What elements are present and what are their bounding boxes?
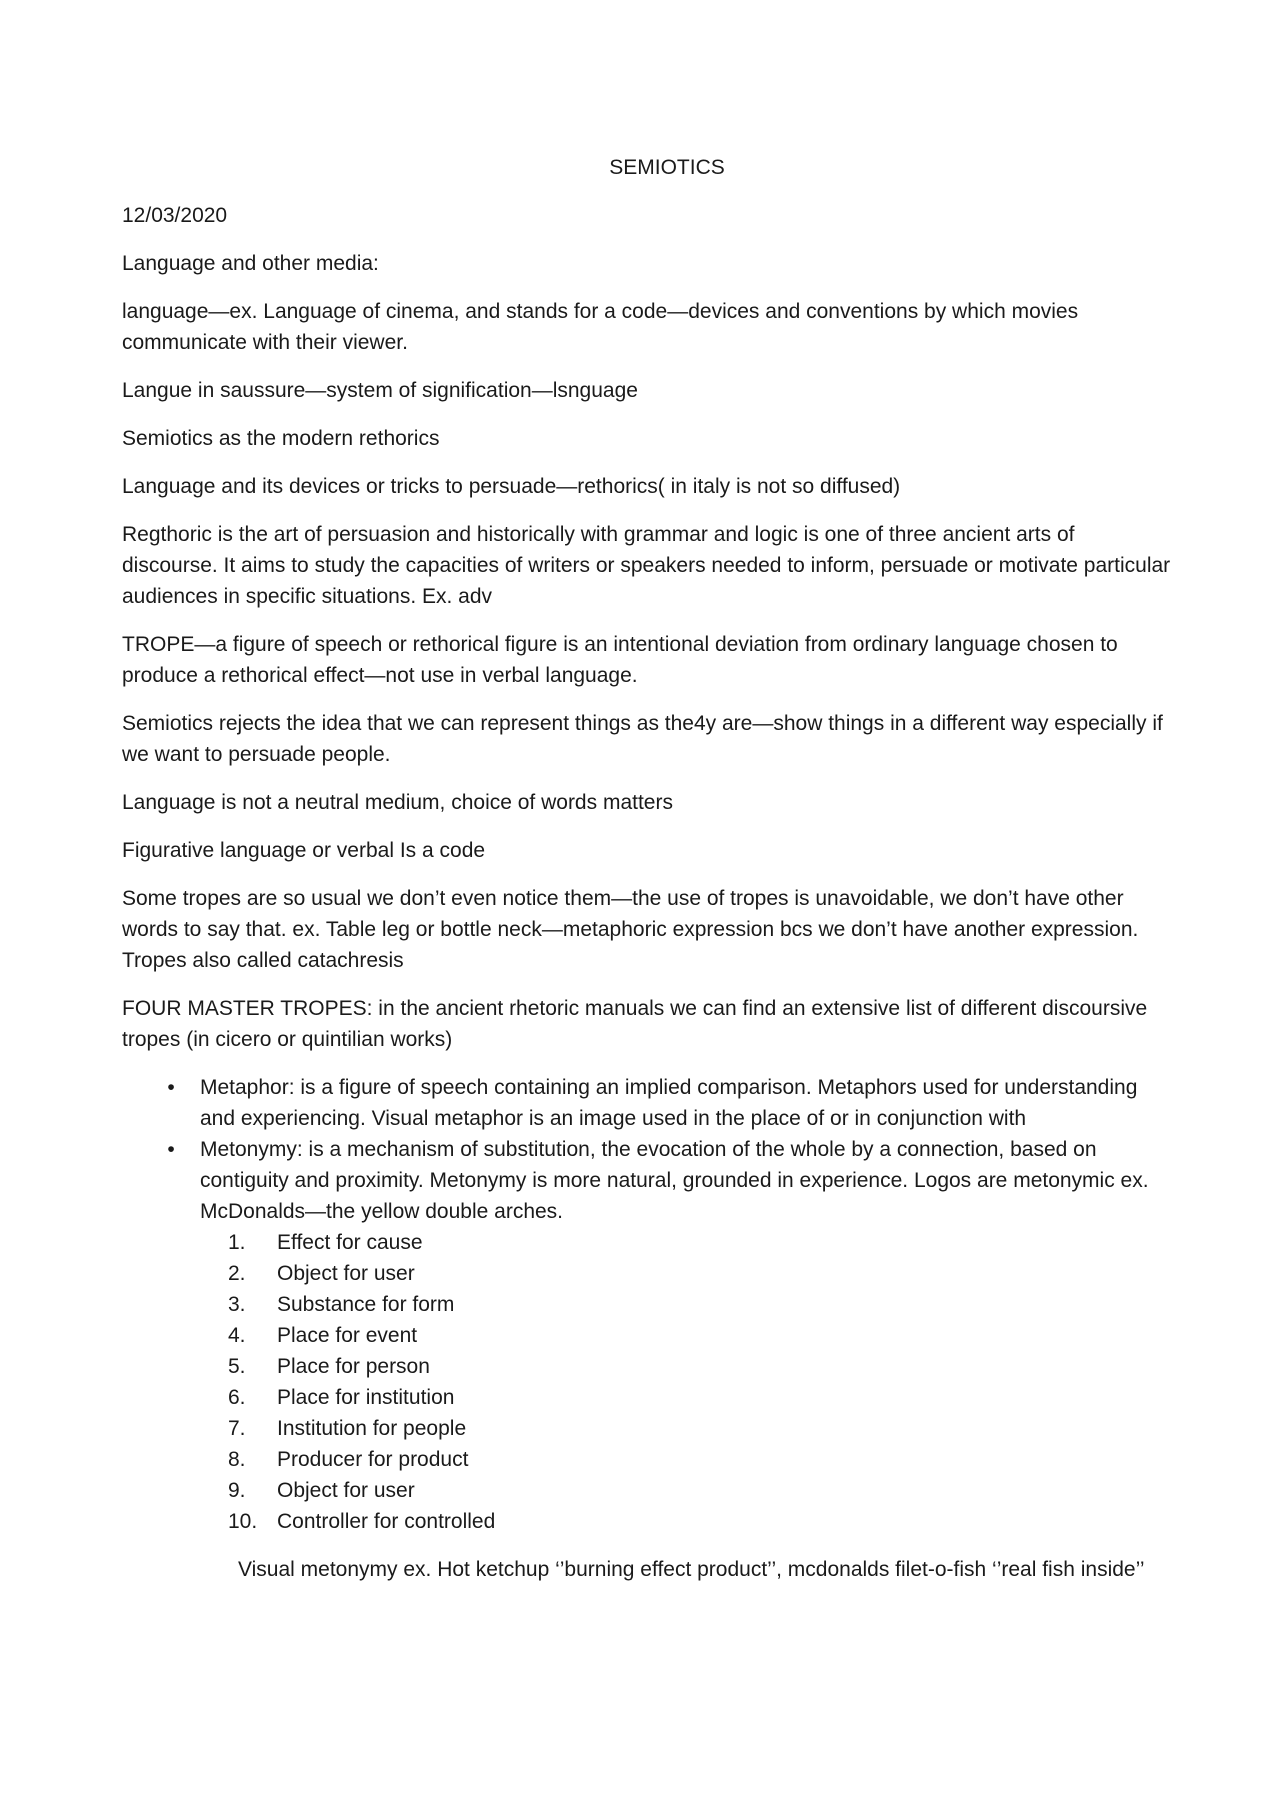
paragraph: Figurative language or verbal Is a code: [122, 839, 486, 862]
numbered-item-text: Object for user: [277, 1479, 415, 1502]
paragraph: Language and other media:: [122, 252, 379, 275]
bullet-text: Metonymy: is a mechanism of substitution, the evocation of the whole by a connection, based on contiguity and proximity. Metonymy is more natural, grounded in experience. Logos are metonymic ex. McDonalds—the yellow double arches.: [200, 1138, 1149, 1223]
numbered-item: [122, 1382, 1172, 1413]
number-marker: 3.: [228, 1293, 246, 1316]
numbered-item-text: Effect for cause: [277, 1231, 423, 1254]
numbered-item-text: Place for institution: [277, 1386, 455, 1409]
bullet-marker: •: [167, 1076, 175, 1099]
numbered-item: [122, 1289, 1172, 1320]
number-marker: 9.: [228, 1479, 246, 1502]
paragraph: Semiotics as the modern rethorics: [122, 427, 440, 450]
paragraph: Langue in saussure—system of signification—lsnguage: [122, 379, 638, 402]
closing-paragraph: Visual metonymy ex. Hot ketchup ‘’burning effect product’’, mcdonalds filet-o-fish ‘’real fish inside’’: [238, 1558, 1145, 1581]
number-marker: 2.: [228, 1262, 246, 1285]
bullet-marker: •: [167, 1138, 175, 1161]
numbered-item: [122, 1258, 1172, 1289]
numbered-list: [122, 1227, 1172, 1537]
paragraph: TROPE—a figure of speech or rethorical figure is an intentional deviation from ordinary language chosen to produce a rethorical effect—not use in verbal language.: [122, 633, 1118, 687]
number-marker: 6.: [228, 1386, 246, 1409]
document-body: [122, 152, 1172, 1585]
numbered-item-text: Place for event: [277, 1324, 418, 1347]
numbered-item: [122, 1413, 1172, 1444]
numbered-item-text: Substance for form: [277, 1293, 455, 1316]
numbered-item: [122, 1320, 1172, 1351]
numbered-item-text: Object for user: [277, 1262, 415, 1285]
bullet-item-metonymy: [122, 1134, 1172, 1227]
paragraph: Some tropes are so usual we don’t even notice them—the use of tropes is unavoidable, we don’t have other words to say that. ex. Table leg or bottle neck—metaphoric expression bcs we don’t have another expression. Tropes also called catachresis: [122, 887, 1139, 972]
paragraph: Semiotics rejects the idea that we can represent things as the4y are—show things in a different way especially if we want to persuade people.: [122, 712, 1163, 766]
numbered-item-text: Controller for controlled: [277, 1510, 496, 1533]
paragraph: Regthoric is the art of persuasion and historically with grammar and logic is one of three ancient arts of discourse. It aims to study the capacities of writers or speakers needed to inform, persuade or motivate particular audiences in specific situations. Ex. adv: [122, 523, 1171, 608]
number-marker: 4.: [228, 1324, 246, 1347]
bullet-list: [122, 1072, 1172, 1227]
number-marker: 10.: [228, 1510, 258, 1533]
numbered-item: [122, 1227, 1172, 1258]
numbered-item-text: Institution for people: [277, 1417, 467, 1440]
paragraph: Language is not a neutral medium, choice of words matters: [122, 791, 673, 814]
numbered-item: [122, 1351, 1172, 1382]
number-marker: 5.: [228, 1355, 246, 1378]
numbered-item-text: Producer for product: [277, 1448, 469, 1471]
numbered-item-text: Place for person: [277, 1355, 430, 1378]
paragraph: language—ex. Language of cinema, and stands for a code—devices and conventions by which movies communicate with their viewer.: [122, 300, 1079, 354]
numbered-item: [122, 1444, 1172, 1475]
bullet-text: Metaphor: is a figure of speech containing an implied comparison. Metaphors used for understanding and experiencing. Visual metaphor is an image used in the place of or in conjunction with: [200, 1076, 1138, 1130]
number-marker: 8.: [228, 1448, 246, 1471]
number-marker: 1.: [228, 1231, 246, 1254]
paragraph: FOUR MASTER TROPES: in the ancient rhetoric manuals we can find an extensive list of different discoursive tropes (in cicero or quintilian works): [122, 997, 1148, 1051]
paragraph: Language and its devices or tricks to persuade—rethorics( in italy is not so diffused): [122, 475, 901, 498]
bullet-item-metaphor: [122, 1072, 1172, 1134]
number-marker: 7.: [228, 1417, 246, 1440]
numbered-item: [122, 1475, 1172, 1506]
document-date: 12/03/2020: [122, 204, 228, 227]
document-title: SEMIOTICS: [609, 156, 725, 179]
numbered-item: [122, 1506, 1172, 1537]
